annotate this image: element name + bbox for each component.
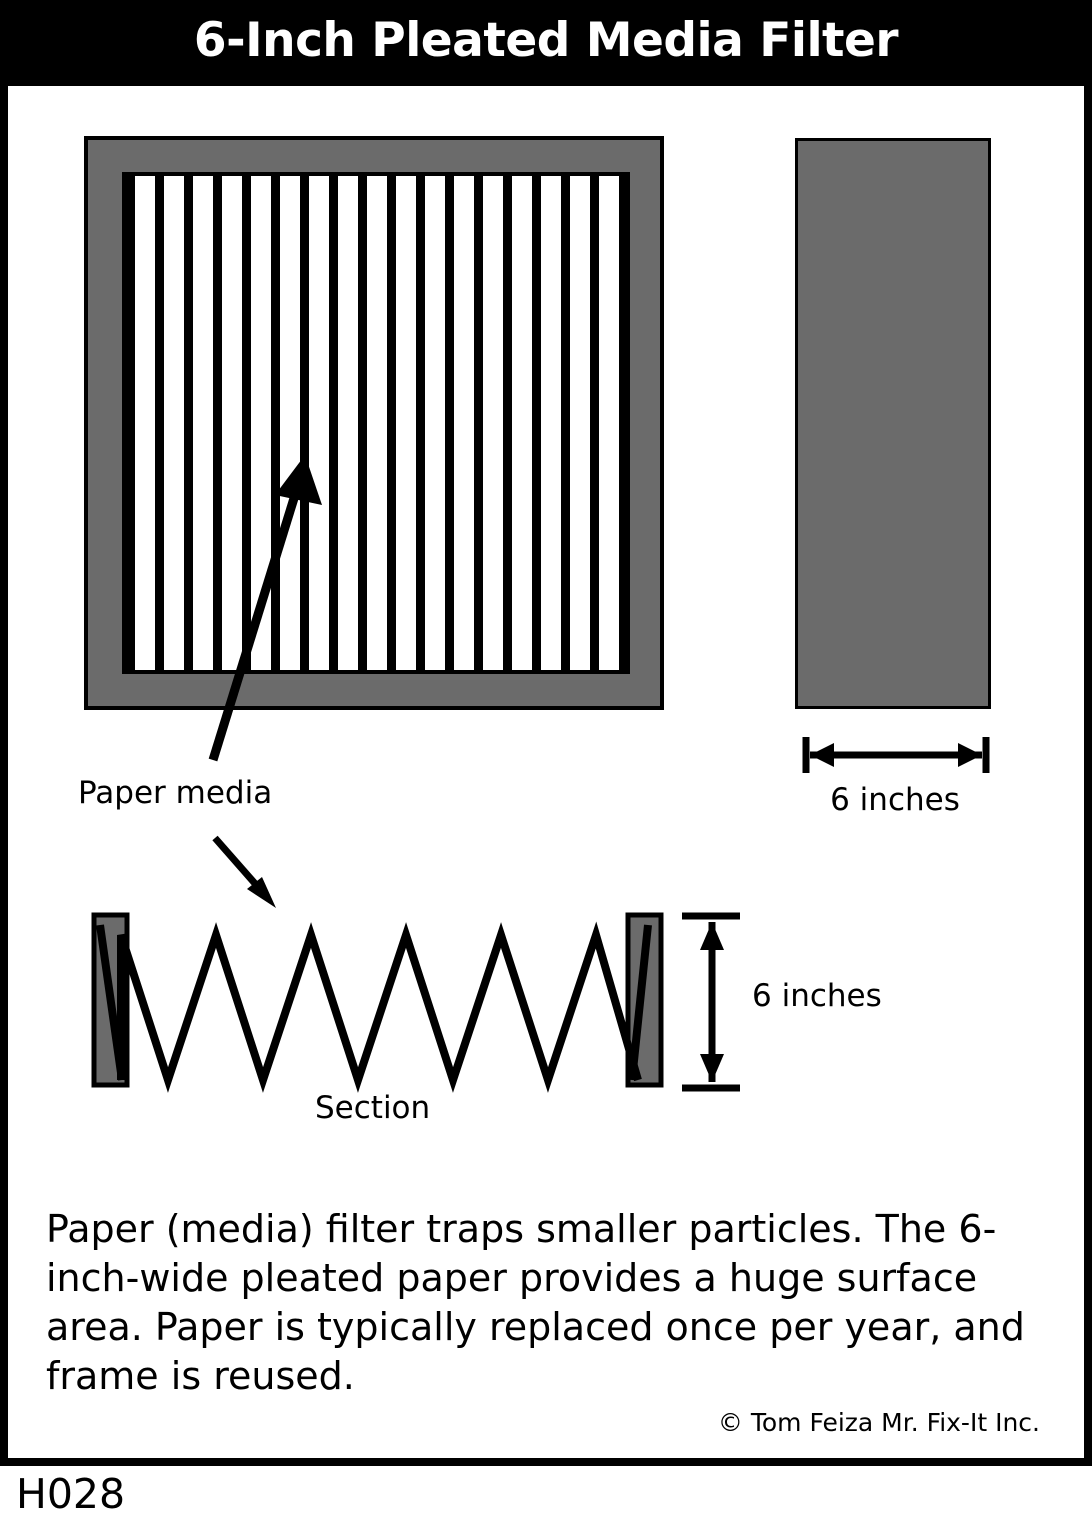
filter-media-area xyxy=(122,172,630,674)
page-title: 6-Inch Pleated Media Filter xyxy=(193,13,899,68)
filter-front-view xyxy=(84,136,664,710)
depth-dimension-horizontal xyxy=(800,735,992,775)
pleat-lines xyxy=(126,176,626,670)
depth-label-vertical: 6 inches xyxy=(752,978,882,1014)
figure-code: H028 xyxy=(16,1470,126,1518)
paper-media-label: Paper media xyxy=(78,775,273,811)
copyright-notice: © Tom Feiza Mr. Fix-It Inc. xyxy=(717,1408,1040,1437)
section-label: Section xyxy=(315,1090,431,1126)
depth-label-horizontal: 6 inches xyxy=(830,782,960,818)
description-text: Paper (media) filter traps smaller particles. The 6-inch-wide pleated paper provides a huge surface area. Paper is typically replaced once per year, and frame is reused. xyxy=(46,1207,1025,1398)
filter-side-view xyxy=(795,138,991,709)
